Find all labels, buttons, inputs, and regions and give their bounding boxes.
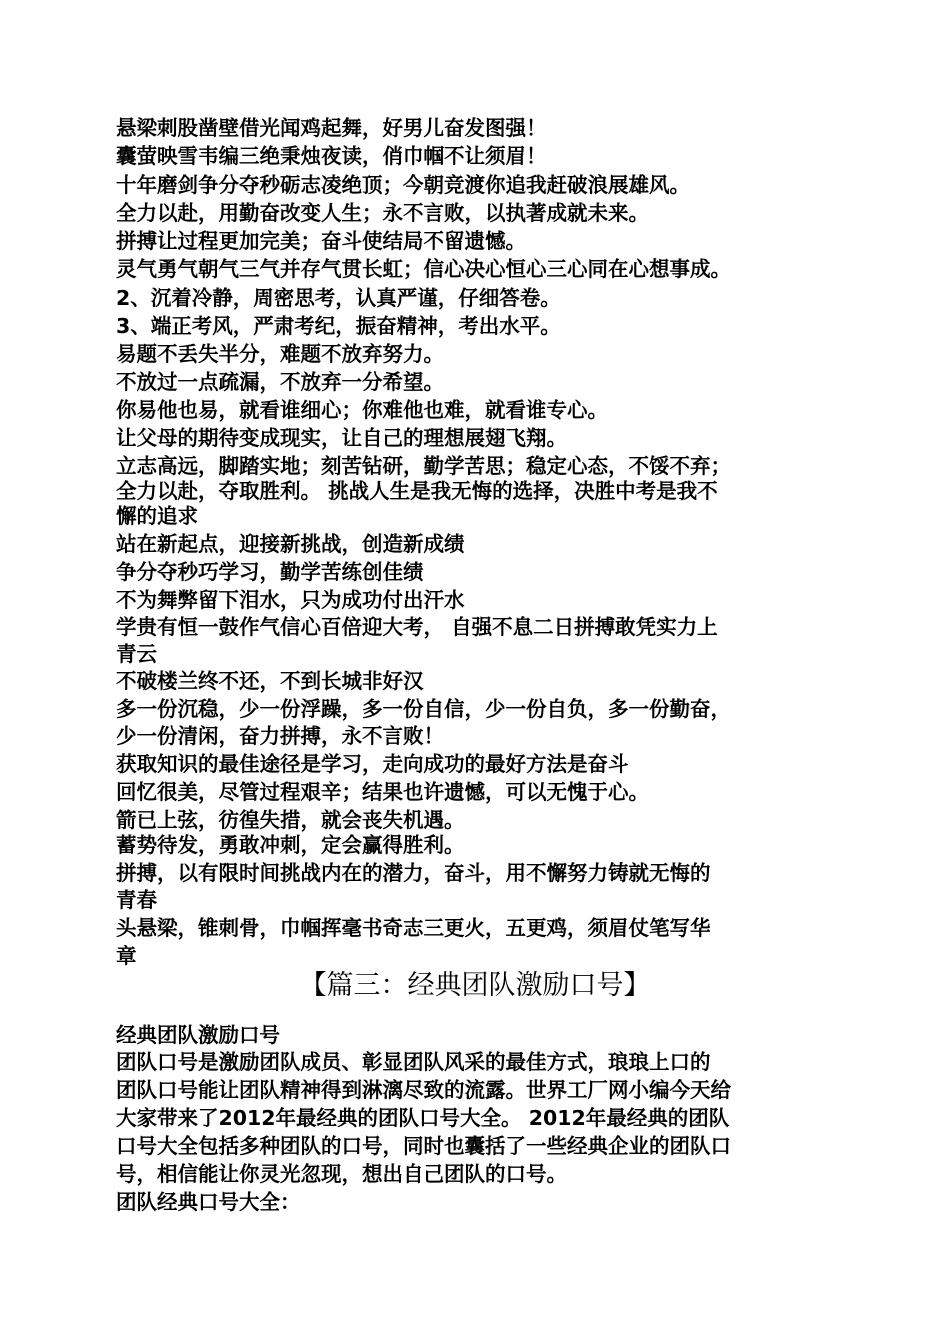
slogan-line: 囊萤映雪韦编三绝秉烛夜读，俏巾帼不让须眉！ bbox=[116, 144, 547, 168]
slogan-line: 学贵有恒一鼓作气信心百倍迎大考， 自强不息二日拼搏敢凭实力上 bbox=[116, 615, 718, 639]
slogan-line: 争分夺秒巧学习，勤学苦练创佳绩 bbox=[116, 560, 424, 584]
slogan-line: 拼搏，以有限时间挑战内在的潜力，奋斗，用不懈努力铸就无悔的 bbox=[116, 861, 711, 885]
slogan-line: 章 bbox=[116, 944, 137, 968]
slogan-line: 不放过一点疏漏，不放弃一分希望。 bbox=[116, 370, 444, 394]
slogan-line: 箭已上弦，彷徨失措，就会丧失机遇。 bbox=[116, 808, 465, 832]
paragraph-line: 口号大全包括多种团队的口号，同时也囊括了一些经典企业的团队口 bbox=[116, 1134, 731, 1158]
paragraph-line: 大家带来了2012年最经典的团队口号大全。 2012年最经典的团队 bbox=[116, 1106, 730, 1130]
slogan-line: 全力以赴，用勤奋改变人生；永不言败，以执著成就未来。 bbox=[116, 201, 649, 225]
paragraph-line: 团队口号是激励团队成员、彰显团队风采的最佳方式，琅琅上口的 bbox=[116, 1050, 711, 1074]
slogan-line: 青春 bbox=[116, 888, 157, 912]
slogan-line: 站在新起点，迎接新挑战，创造新成绩 bbox=[116, 532, 465, 556]
slogan-line: 青云 bbox=[116, 642, 157, 666]
slogan-line: 易题不丢失半分，难题不放弃努力。 bbox=[116, 342, 444, 366]
paragraph-line: 经典团队激励口号 bbox=[116, 1023, 280, 1047]
slogan-line: 回忆很美，尽管过程艰辛；结果也许遗憾，可以无愧于心。 bbox=[116, 780, 649, 804]
slogan-line: 蓄势待发，勇敢冲刺，定会赢得胜利。 bbox=[116, 833, 465, 857]
slogan-line: 懈的追求 bbox=[116, 504, 198, 528]
paragraph-line: 号，相信能让你灵光忽现，想出自己团队的口号。 bbox=[116, 1162, 567, 1186]
slogan-line: 灵气勇气朝气三气并存气贯长虹；信心决心恒心三心同在心想事成。 bbox=[116, 257, 731, 281]
paragraph-line: 团队经典口号大全： bbox=[116, 1190, 301, 1214]
slogan-line: 不破楼兰终不还，不到长城非好汉 bbox=[116, 669, 424, 693]
slogan-line: 多一份沉稳，少一份浮躁，多一份自信，少一份自负，多一份勤奋， bbox=[116, 697, 731, 721]
slogan-line: 不为舞弊留下泪水，只为成功付出汗水 bbox=[116, 588, 465, 612]
slogan-line: 头悬梁，锥刺骨，巾帼挥毫书奇志三更火，五更鸡，须眉仗笔写华 bbox=[116, 916, 711, 940]
slogan-line: 让父母的期待变成现实，让自己的理想展翅飞翔。 bbox=[116, 426, 567, 450]
slogan-line: 获取知识的最佳途径是学习，走向成功的最好方法是奋斗 bbox=[116, 752, 629, 776]
slogan-line: 3、端正考风，严肃考纪，振奋精神，考出水平。 bbox=[116, 314, 561, 338]
paragraph-line: 团队口号能让团队精神得到淋漓尽致的流露。世界工厂网小编今天给 bbox=[116, 1078, 731, 1102]
slogan-line: 全力以赴，夺取胜利。 挑战人生是我无悔的选择，决胜中考是我不 bbox=[116, 479, 718, 503]
slogan-line: 2、沉着冷静，周密思考，认真严谨，仔细答卷。 bbox=[116, 286, 561, 310]
slogan-line: 少一份清闲，奋力拼搏，永不言败！ bbox=[116, 724, 444, 748]
slogan-line: 你易他也易，就看谁细心；你难他也难，就看谁专心。 bbox=[116, 398, 608, 422]
slogan-line: 拼搏让过程更加完美；奋斗使结局不留遗憾。 bbox=[116, 229, 526, 253]
section-heading: 【篇三：经典团队激励口号】 bbox=[299, 970, 651, 1001]
slogan-line: 悬梁刺股凿壁借光闻鸡起舞，好男儿奋发图强！ bbox=[116, 116, 547, 140]
slogan-line: 十年磨剑争分夺秒砺志凌绝顶；今朝竞渡你追我赶破浪展雄风。 bbox=[116, 173, 690, 197]
slogan-line: 立志高远，脚踏实地；刻苦钻研，勤学苦思；稳定心态，不馁不弃； bbox=[116, 454, 731, 478]
